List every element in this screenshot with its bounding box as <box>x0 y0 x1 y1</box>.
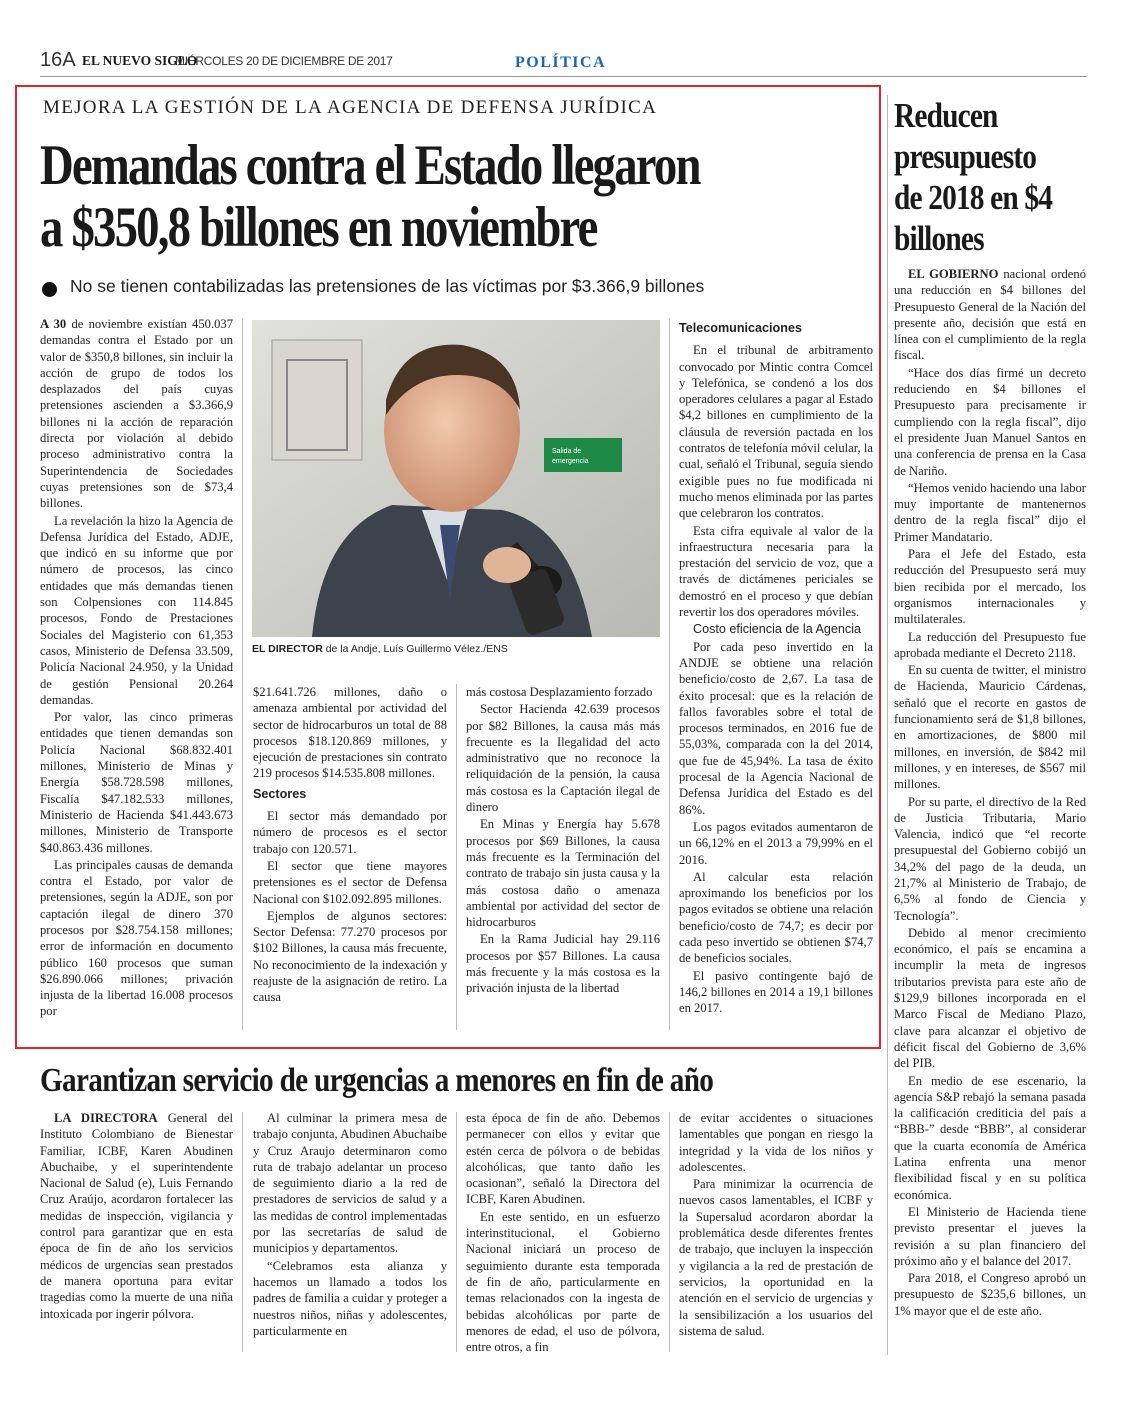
headline-line-1: Demandas contra el Estado llegaron <box>40 134 700 197</box>
paragraph <box>894 266 1086 364</box>
paragraph: Para 2018, el Congreso aprobó un presupuesto de $235,6 billones, un 1% mayor que el de este año. <box>894 1271 1086 1318</box>
paragraph: En Minas y Energía hay 5.678 procesos por $69 Billones, la causa más frecuente es la Terminación del contrato de trabajo sin justa causa y la más costosa daño o amenaza ambiental por actividad del sector de hidrocarburos <box>466 817 660 930</box>
paragraph: esta época de fin de año. Debemos permanecer con ellos y evitar que estén cerca de pólvora o de bebidas alcohólicas, que tanto daño les ocasionan”, señaló la Directora del ICBF, Karen Abudinen. <box>466 1111 660 1207</box>
column-divider <box>456 1112 457 1352</box>
paragraph-text: de noviembre existían 450.037 demandas contra el Estado por un valor de $350,8 billones, sin incluir la acción de grupo de todos los desplazados del país cuyas pretensiones ascienden a $3.366,9 billones ni la acción de reparación directa por violación al debido proceso administrativo contra la Superintendencia de Sociedades cuyas pretensiones son de $73,4 billones. <box>40 317 233 511</box>
section-subhead: Costo eficiencia de la Agencia <box>693 622 862 637</box>
paragraph: En su cuenta de twitter, el ministro de Hacienda, Mauricio Cárdenas, señaló que el recorte en gastos de funcionamiento será de $1,8 billones, en amortizaciones, de $800 mil millones, en inversión, de $842 mil millones, y en intereses, de $567 mil millones. <box>894 663 1086 792</box>
bottom-column-1 <box>40 1110 233 1323</box>
headline-line-2: a $350,8 billones en noviembre <box>40 196 597 259</box>
paragraph: En este sentido, en un esfuerzo interinstitucional, el Gobierno Nacional iniciará un proceso de seguimiento durante esta temporada de fin de año, particularmente en temas relacionados con la ingesta de bebidas alcohólicas por parte de menores de edad, el uso de pólvora, entre otros, a fin <box>466 1209 660 1355</box>
paragraph: En el tribunal de arbitramento convocado por Mintic contra Comcel y Telefónica, se condenó a los dos operadores celulares a pagar al Estado $4,2 billones en cumplimiento de la cláusula de reversión pactada en los contratos de telefonía móvil celular, la cual, señaló el Tribunal, seguía siendo exigible pues no fue modificada ni mucho menos eliminada por las partes que celebraron los contratos. <box>679 343 873 521</box>
bottom-headline: Garantizan servicio de urgencias a menores en fin de año <box>40 1062 714 1099</box>
photo-illustration <box>252 320 660 637</box>
issue-date: MIÉRCOLES 20 DE DICIEMBRE DE 2017 <box>175 54 393 68</box>
column-divider <box>669 1112 670 1352</box>
caption-lead: EL DIRECTOR <box>252 643 323 655</box>
paragraph: Al calcular esta relación aproximando los beneficios por los pagos evitados se obtiene una relación beneficio/costo de 74,7; es decir por cada peso invertido se obtienen $74,7 de beneficios sociales. <box>679 869 873 966</box>
paragraph: Para minimizar la ocurrencia de nuevos casos lamentables, el ICBF y la Supersalud acordaron abordar la problemática desde diferentes frentes de trabajo, que incluyen la inspección y vigilancia a la red de prestación de servicios, la oportunidad en la atención en el servicio de urgencias y la sensibilización a los usuarios del sistema de salud. <box>679 1177 873 1338</box>
paragraph: Por cada peso invertido en la ANDJE se obtiene una relación beneficio/costo de 2,67. La tasa de éxito procesal: que es la relación de fallos favorables sobre el total de procesos terminados, en 2016 fue de 55,03%, comparada con la del 2014, que fue de 45,94%. La tasa de éxito procesal de la Agencia Nacional de Defensa Jurídica del Estado es del 86%. <box>679 639 873 817</box>
section-subhead: Telecomunicaciones <box>679 321 802 335</box>
paragraph: La reducción del Presupuesto fue aprobada mediante el Decreto 2118. <box>894 629 1086 660</box>
caption-text: de la Andje, Luís Guillermo Vélez./ENS <box>325 643 508 655</box>
article-headline <box>40 135 721 259</box>
bullet-icon <box>42 282 57 297</box>
newspaper-name: EL NUEVO SIGLO <box>82 53 198 68</box>
sidebar-headline: Reducen presupuesto de 2018 en $4 billones <box>894 96 1053 258</box>
exit-sign-text: Salida de <box>552 448 582 455</box>
column-divider <box>242 1112 243 1352</box>
article-column-1 <box>40 316 233 1021</box>
paragraph: Los pagos evitados aumentaron de un 66,12% en el 2013 a 79,99% en el 2016. <box>679 819 873 867</box>
paragraph: Esta cifra equivale al valor de la infraestructura necesaria para la prestación del servicio de voz, que a través de dictámenes periciales se demostró en el proceso y que debían revertir los dos operadores móviles. <box>679 523 873 620</box>
paragraph: más costosa Desplazamiento forzado <box>466 685 653 699</box>
header-rule <box>40 76 1087 77</box>
article-column-2 <box>253 684 447 1007</box>
paragraph: “Celebramos esta alianza y hacemos un llamado a todos los padres de familia a cuidar y proteger a nuestros niños, niñas y adolescentes, particularmente en <box>253 1258 447 1338</box>
paragraph: En la Rama Judicial hay 29.116 procesos por $57 Billones. La causa más frecuente y la más costosa es la privación injusta de la libertad <box>466 932 660 996</box>
paragraph: Ejemplos de algunos sectores: Sector Defensa: 77.270 procesos por $102 Billones, la causa más frecuente, No reconocimiento de la indexación y reajuste de la asignación de retiro. La causa <box>253 908 447 1005</box>
article-subhead: No se tienen contabilizadas las pretensiones de las víctimas por $3.366,9 billones <box>70 276 705 296</box>
section-label: POLÍTICA <box>515 54 607 71</box>
article-column-4 <box>679 316 873 1017</box>
lead-in: A 30 <box>40 317 67 331</box>
paragraph: Debido al menor crecimiento económico, el país se encamina a incumplir la meta de ingresos tributarios prevista para este año de $129,9 billones incorporada en el Marco Fiscal de Mediano Plazo, clave para alcanzar el objetivo de déficit fiscal del Gobierno de 3,6% del PIB. <box>894 925 1086 1071</box>
paragraph: “Hace dos días firmé un decreto reduciendo en $4 billones el Presupuesto para precisamente ir cumpliendo con la regla fiscal”, dijo el presidente Juan Manuel Santos en una conferencia de prensa en la Casa de Nariño. <box>894 365 1086 478</box>
bottom-column-3 <box>466 1110 660 1356</box>
paragraph: “Hemos venido haciendo una labor muy importante de mantenernos dentro de la regla fiscal” dijo el Primer Mandatario. <box>894 480 1086 544</box>
paragraph: El sector que tiene mayores pretensiones es el sector de Defensa Nacional con $102.092.895 millones. <box>253 858 447 906</box>
article-column-3 <box>466 684 660 998</box>
paragraph: $21.641.726 millones, daño o amenaza ambiental por actividad del sector de hidrocarburos un total de 88 procesos $18.120.869 millones, y ejecución de prestaciones sin contrato 219 procesos $14.535.808 millones. <box>253 685 447 781</box>
paragraph: Por valor, las cinco primeras entidades que tienen demandas son Policía Nacional $68.832.401 millones, Ministerio de Minas y Energía $58.728.598 millones, Fiscalía $47.182.533 millones, Ministerio de Hacienda $41.443.673 millones, Ministerio de Transporte $40.863.436 millones. <box>40 710 233 855</box>
exit-sign-text: emergencia <box>552 458 589 465</box>
paragraph: En medio de ese escenario, la agencia S&P rebajó la semana pasada la calificación crediticia del país a “BBB-” desde “BBB”, al considerar que la cuarta economía de América Latina enfrenta una menor flexibilidad fiscal y en su política económica. <box>894 1073 1086 1202</box>
paragraph: El pasivo contingente bajó de 146,2 billones en 2014 a 19,1 billones en 2017. <box>679 968 873 1016</box>
paragraph: La revelación la hizo la Agencia de Defensa Jurídica del Estado, ADJE, que indicó en su informe que por número de procesos, las cinco entidades que más demandas tienen son Colpensiones con 114.845 procesos, Fondo de Prestaciones Sociales del Magisterio con 61,353 casos, Ministerio de Defensa 33.509, Policía Nacional 24.950, y la Unidad de gestión Pensional 20.264 demandas. <box>40 513 233 707</box>
lead-in: LA DIRECTORA <box>54 1111 158 1125</box>
section-subhead: Sectores <box>253 786 307 801</box>
sidebar-article-text <box>894 266 1086 1320</box>
photo-caption <box>252 643 662 655</box>
column-divider <box>887 95 888 1355</box>
director-photo <box>252 320 660 637</box>
paragraph: El Ministerio de Hacienda tiene previsto presentar el jueves la revisión a su plan financiero del próximo año y el balance del 2017. <box>894 1204 1086 1268</box>
paragraph-text: General del Instituto Colombiano de Bienestar Familiar, ICBF, Karen Abudinen Abuchaibe, y el superintendente Nacional de Salud (e), Luis Fernando Cruz Araújo, acordaron fortalecer las medidas de inspección, vigilancia y control para garantizar que en esta época de fin de año los servicios médicos de urgencias sean prestados de manera oportuna para evitar tragedias como la muerte de una niña intoxicada por ingerir pólvora. <box>40 1111 233 1321</box>
page-number: 16A <box>40 49 76 71</box>
paragraph: El sector más demandado por número de procesos es el sector trabajo con 120.571. <box>253 809 447 856</box>
column-divider <box>242 318 243 1030</box>
paragraph: Sector Hacienda 42.639 procesos por $82 Billones, la causa más más frecuente es la Ilegalidad del acto administrativo que no reconoce la reliquidación de la pensión, la causa más costosa es la Captación ilegal de dinero <box>466 702 660 815</box>
bottom-column-2 <box>253 1110 447 1340</box>
paragraph: Por su parte, el directivo de la Red de Justicia Tributaria, Mario Valencia, indicó que “el recorte presupuestal del Gobierno cobijó un 34,2% del pago de la deuda, un 21,7% al Ministerio de Trabajo, de 6,5% al fondo de Ciencia y Tecnología”. <box>894 794 1086 923</box>
bottom-column-4 <box>679 1110 873 1340</box>
paragraph <box>40 316 233 512</box>
lead-in: EL GOBIERNO <box>908 267 999 281</box>
article-kicker: MEJORA LA GESTIÓN DE LA AGENCIA DE DEFENSA JURÍDICA <box>43 97 658 118</box>
paragraph: Las principales causas de demanda contra el Estado, por valor de pretensiones, según la ADJE, son por captación ilegal de dinero 370 procesos por $28.754.158 millones; error de información en documento público 160 procesos que suman $26.890.066 millones; privación injusta de la libertad 16.008 procesos por <box>40 857 233 1019</box>
paragraph: de evitar accidentes o situaciones lamentables que pongan en riesgo la integridad y la vida de los niños y adolescentes. <box>679 1111 873 1174</box>
column-divider <box>456 684 457 1030</box>
paragraph <box>40 1110 233 1322</box>
column-divider <box>669 318 670 1030</box>
paragraph: Al culminar la primera mesa de trabajo conjunta, Abudinen Abuchaibe y Cruz Araujo determinaron como ruta de trabajo adelantar un proceso de seguimiento diario a la red de prestadores de servicios de salud y a las medidas de control implementadas por las secretarías de salud de municipios y departamentos. <box>253 1111 447 1256</box>
paragraph-text: nacional ordenó una reducción en $4 billones del Presupuesto General de la Nación del presente año, decisión que está en línea con el cumplimiento de la regla fiscal. <box>894 267 1086 363</box>
paragraph: Para el Jefe del Estado, esta reducción del Presupuesto será muy bien recibida por el mercado, los organismos internacionales y multilaterales. <box>894 547 1086 627</box>
